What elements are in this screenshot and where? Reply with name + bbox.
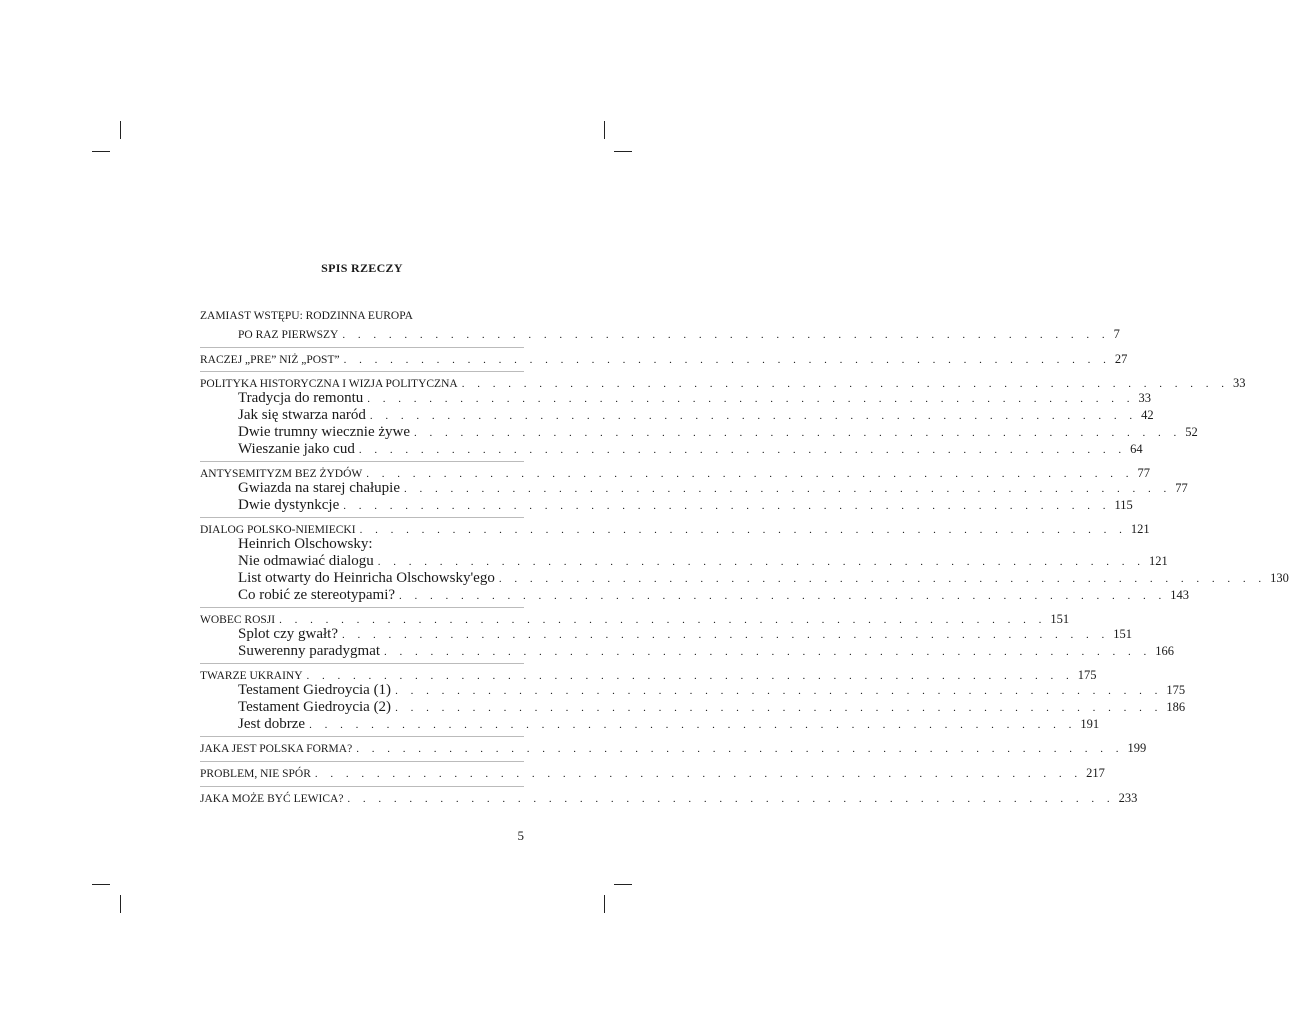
toc-leader-dots: . . . . . . . . . . . . . . . . . . . . . . . . . . . . . . . . . . . . . . . . . . . . . . . . . . [384,646,1152,658]
toc-leader-dots: . . . . . . . . . . . . . . . . . . . . . . . . . . . . . . . . . . . . . . . . . . . . . . . . . . [279,614,1047,626]
section-divider [200,347,524,348]
toc-entry [200,741,1147,756]
toc-entry [200,791,1138,806]
toc-entry [238,699,1186,716]
toc-entry-page: 115 [1114,498,1133,512]
toc-entry-label: List otwarty do Heinricha Olschowsky'ego [238,570,495,586]
toc-leader-dots: . . . . . . . . . . . . . . . . . . . . . . . . . . . . . . . . . . . . . . . . . . . . . . . . . . [306,670,1074,682]
toc-leader-dots: . . . . . . . . . . . . . . . . . . . . . . . . . . . . . . . . . . . . . . . . . . . . . . . . . . [359,524,1127,536]
toc-entry-page: 151 [1113,627,1132,641]
toc-entry [200,522,1150,537]
toc-entry-label: Dwie trumny wiecznie żywe [238,424,411,440]
toc-leader-dots: . . . . . . . . . . . . . . . . . . . . . . . . . . . . . . . . . . . . . . . . . . . . . . . . . . [498,573,1267,585]
toc-entry-label: Testament Giedroycia (1) [238,682,392,698]
section-divider [200,736,524,737]
section-divider [200,461,524,462]
toc-entry-label: PROBLEM, NIE SPÓR [200,768,311,780]
toc-entry-page: 33 [1138,391,1152,405]
toc-entry-label: Splot czy gwałt? [238,626,338,642]
toc-leader-dots: . . . . . . . . . . . . . . . . . . . . . . . . . . . . . . . . . . . . . . . . . . . . . . . . . . [342,329,1110,341]
toc-leader-dots: . . . . . . . . . . . . . . . . . . . . . . . . . . . . . . . . . . . . . . . . . . . . . . . . . . [366,468,1134,480]
toc-entry-page: 233 [1118,791,1138,805]
toc-entry [200,376,1246,391]
toc-entry [238,407,1154,424]
toc-entry-page: 217 [1086,766,1105,780]
toc-leader-dots: . . . . . . . . . . . . . . . . . . . . . . . . . . . . . . . . . . . . . . . . . . . . . . . . . . [395,685,1163,697]
toc-entry-page: 33 [1232,376,1246,390]
toc-leader-dots: . . . . . . . . . . . . . . . . . . . . . . . . . . . . . . . . . . . . . . . . . . . . . . . . . . [341,629,1110,641]
toc-entry [238,424,1198,441]
toc-entry-page: 186 [1166,700,1186,714]
toc-entry-label: Jak się stwarza naród [238,407,366,423]
toc-entry [200,466,1151,481]
toc-leader-dots: . . . . . . . . . . . . . . . . . . . . . . . . . . . . . . . . . . . . . . . . . . . . . . . . . . [461,378,1229,390]
toc-entry-label: JAKA JEST POLSKA FORMA? [200,743,353,755]
toc-entry [238,441,1143,458]
toc-entry-page: 166 [1155,644,1175,658]
toc-leader-dots: . . . . . . . . . . . . . . . . . . . . . . . . . . . . . . . . . . . . . . . . . . . . . . . . . . [347,793,1115,805]
toc-leader-dots: . . . . . . . . . . . . . . . . . . . . . . . . . . . . . . . . . . . . . . . . . . . . . . . . . . [356,743,1124,755]
toc-entry-label: RACZEJ „PRE” NIŻ „POST” [200,354,340,366]
toc-entry-page: 64 [1130,442,1143,456]
toc-entry-page: 130 [1270,571,1289,585]
toc-entry-label: Heinrich Olschowsky: [238,536,373,552]
toc-entry [238,553,1168,570]
toc-entry-label: Wieszanie jako cud [238,441,355,457]
toc-entry [238,480,1188,497]
toc-entry [238,643,1175,660]
section-divider [200,517,524,518]
toc-leader-dots: . . . . . . . . . . . . . . . . . . . . . . . . . . . . . . . . . . . . . . . . . . . . . . . . . . [358,444,1127,456]
toc-entry-page: 42 [1141,408,1154,422]
toc-leader-dots: . . . . . . . . . . . . . . . . . . . . . . . . . . . . . . . . . . . . . . . . . . . . . . . . . . [377,556,1146,568]
toc-leader-dots: . . . . . . . . . . . . . . . . . . . . . . . . . . . . . . . . . . . . . . . . . . . . . . . . . . [404,483,1172,495]
toc-leader-dots: . . . . . . . . . . . . . . . . . . . . . . . . . . . . . . . . . . . . . . . . . . . . . . . . . . [367,393,1135,405]
page-title: SPIS RZECZY [321,261,403,275]
toc-entry-label: Testament Giedroycia (2) [238,699,392,715]
toc-leader-dots: . . . . . . . . . . . . . . . . . . . . . . . . . . . . . . . . . . . . . . . . . . . . . . . . . . [414,427,1182,439]
toc-entry [238,682,1186,699]
toc-entry-page: 191 [1080,717,1100,731]
toc-entry-label: Gwiazda na starej chałupie [238,480,401,496]
toc-entry-label: JAKA MOŻE BYĆ LEWICA? [200,793,344,805]
toc-leader-dots: . . . . . . . . . . . . . . . . . . . . . . . . . . . . . . . . . . . . . . . . . . . . . . . . . . [399,590,1167,602]
toc-entry [200,766,1105,781]
toc-entry [238,626,1132,643]
toc-leader-dots: . . . . . . . . . . . . . . . . . . . . . . . . . . . . . . . . . . . . . . . . . . . . . . . . . . [369,410,1138,422]
toc-entry-page: 151 [1050,612,1070,626]
toc-entry-page: 7 [1113,327,1120,341]
toc-entry-page: 77 [1175,481,1188,495]
toc-entry-page: 121 [1149,554,1168,568]
toc-entry-label: ZAMIAST WSTĘPU: RODZINNA EUROPA [200,310,413,322]
toc-entry-page: 143 [1170,588,1190,602]
toc-entry-label: Dwie dystynkcje [238,497,340,513]
section-divider [200,786,524,787]
toc-entry-label: Tradycja do remontu [238,390,364,406]
section-divider [200,607,524,608]
toc-entry-page: 27 [1114,352,1128,366]
toc-entry-page: 175 [1166,683,1186,697]
toc-entry [238,497,1133,514]
toc-entry-label: TWARZE UKRAINY [200,670,303,682]
toc-entry-page: 175 [1077,668,1097,682]
toc-entry-label: Nie odmawiać dialogu [238,553,374,569]
toc-entry-label: POLITYKA HISTORYCZNA I WIZJA POLITYCZNA [200,378,458,390]
toc-entry-label: Suwerenny paradygmat [238,643,381,659]
toc-entry-label: Co robić ze stereotypami? [238,587,396,603]
toc-entry [238,570,1289,587]
toc-entry-page: 121 [1130,522,1150,536]
toc-entry-page: 77 [1137,466,1151,480]
section-divider [200,371,524,372]
toc-entry [200,310,524,322]
toc-entry-label: ANTYSEMITYZM BEZ ŻYDÓW [200,468,363,480]
toc-entry-label: DIALOG POLSKO-NIEMIECKI [200,524,356,536]
toc-entry-page: 52 [1185,425,1198,439]
toc-entry-label: WOBEC ROSJI [200,614,276,626]
toc-leader-dots: . . . . . . . . . . . . . . . . . . . . . . . . . . . . . . . . . . . . . . . . . . . . . . . . . . [309,719,1077,731]
toc-entry [238,390,1152,407]
toc-leader-dots: . . . . . . . . . . . . . . . . . . . . . . . . . . . . . . . . . . . . . . . . . . . . . . . . . . [395,702,1163,714]
toc-leader-dots: . . . . . . . . . . . . . . . . . . . . . . . . . . . . . . . . . . . . . . . . . . . . . . . . . . [343,500,1111,512]
toc-entry-label: Jest dobrze [238,716,306,732]
toc-entry [238,587,1190,604]
toc-leader-dots: . . . . . . . . . . . . . . . . . . . . . . . . . . . . . . . . . . . . . . . . . . . . . . . . . . [343,354,1111,366]
toc-leader-dots: . . . . . . . . . . . . . . . . . . . . . . . . . . . . . . . . . . . . . . . . . . . . . . . . . . [314,768,1083,780]
toc-entry [238,716,1100,733]
page-number: 5 [517,828,524,843]
section-divider [200,761,524,762]
toc-entry-page: 199 [1127,741,1147,755]
toc-entry [238,327,1120,342]
toc-entry [200,668,1097,683]
section-divider [200,663,524,664]
toc-entry [238,536,524,553]
toc-entry-label: PO RAZ PIERWSZY [238,329,339,341]
toc-entry [200,352,1128,367]
toc-entry [200,612,1070,627]
